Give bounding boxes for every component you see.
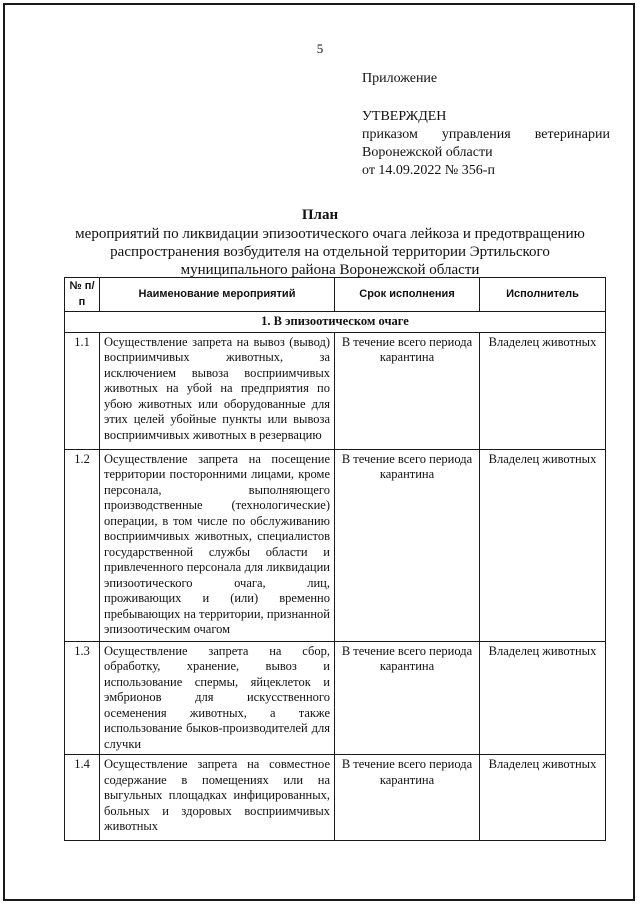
header-num: № п/п bbox=[65, 278, 100, 312]
order-line-1: приказом управления ветеринарии bbox=[362, 127, 610, 142]
row-term: В течение всего периода карантина bbox=[335, 641, 480, 755]
order-line-2: Воронежской области bbox=[362, 145, 493, 160]
header-executor: Исполнитель bbox=[480, 278, 606, 312]
row-num: 1.2 bbox=[65, 449, 100, 641]
row-term: В течение всего периода карантина bbox=[335, 449, 480, 641]
row-name: Осуществление запрета на вывоз (вывод) восприимчивых животных, за исключением вывоза восприимчивых животных на убой на предприятия по убою животных или оборудованные для этих целей убойные пункты или вывоза восприимчивых животных в резервацию bbox=[100, 332, 335, 449]
row-executor: Владелец животных bbox=[480, 332, 606, 449]
row-num: 1.4 bbox=[65, 755, 100, 841]
approved-label: УТВЕРЖДЕН bbox=[362, 109, 447, 124]
row-num: 1.3 bbox=[65, 641, 100, 755]
header-name: Наименование мероприятий bbox=[100, 278, 335, 312]
row-executor: Владелец животных bbox=[480, 755, 606, 841]
row-executor: Владелец животных bbox=[480, 641, 606, 755]
row-name: Осуществление запрета на сбор, обработку, хранение, вывоз и использование спермы, яйцеклеток и эмбрионов для искусственного осеменения животных, а также использование быков-производителей для случки bbox=[100, 641, 335, 755]
table-row bbox=[65, 449, 606, 641]
row-name: Осуществление запрета на посещение территории посторонними лицами, кроме персонала, выполняющего производственные (технологические) операции, в том числе по обслуживанию восприимчивых животных, специалистов государственной службы области и привлеченного персонала для ликвидации эпизоотического очага, лиц, проживающих и (или) временно пребывающих на территории, признанной эпизоотическим очагом bbox=[100, 449, 335, 641]
plan-subtitle: мероприятий по ликвидации эпизоотического очага лейкоза и предотвращению распространения возбудителя на отдельной территории Эртильского муниципального района Воронежской области bbox=[75, 226, 585, 278]
section-row bbox=[65, 312, 606, 333]
approval-block bbox=[362, 70, 610, 180]
row-name: Осуществление запрета на совместное содержание в помещениях или на выгульных площадках инфицированных, больных и здоровых восприимчивых животных bbox=[100, 755, 335, 841]
page-number: 5 bbox=[316, 41, 324, 56]
measures-table bbox=[64, 277, 606, 841]
row-num: 1.1 bbox=[65, 332, 100, 449]
table-header-row bbox=[65, 278, 606, 312]
appendix-label: Приложение bbox=[362, 71, 438, 86]
plan-title: План bbox=[301, 207, 339, 223]
section-title: 1. В эпизоотическом очаге bbox=[65, 312, 606, 333]
order-line-3: от 14.09.2022 № 356-п bbox=[362, 163, 495, 178]
row-term: В течение всего периода карантина bbox=[335, 755, 480, 841]
table-row bbox=[65, 641, 606, 755]
table-row bbox=[65, 755, 606, 841]
row-executor: Владелец животных bbox=[480, 449, 606, 641]
header-term: Срок исполнения bbox=[335, 278, 480, 312]
row-term: В течение всего периода карантина bbox=[335, 332, 480, 449]
table-row bbox=[65, 332, 606, 449]
